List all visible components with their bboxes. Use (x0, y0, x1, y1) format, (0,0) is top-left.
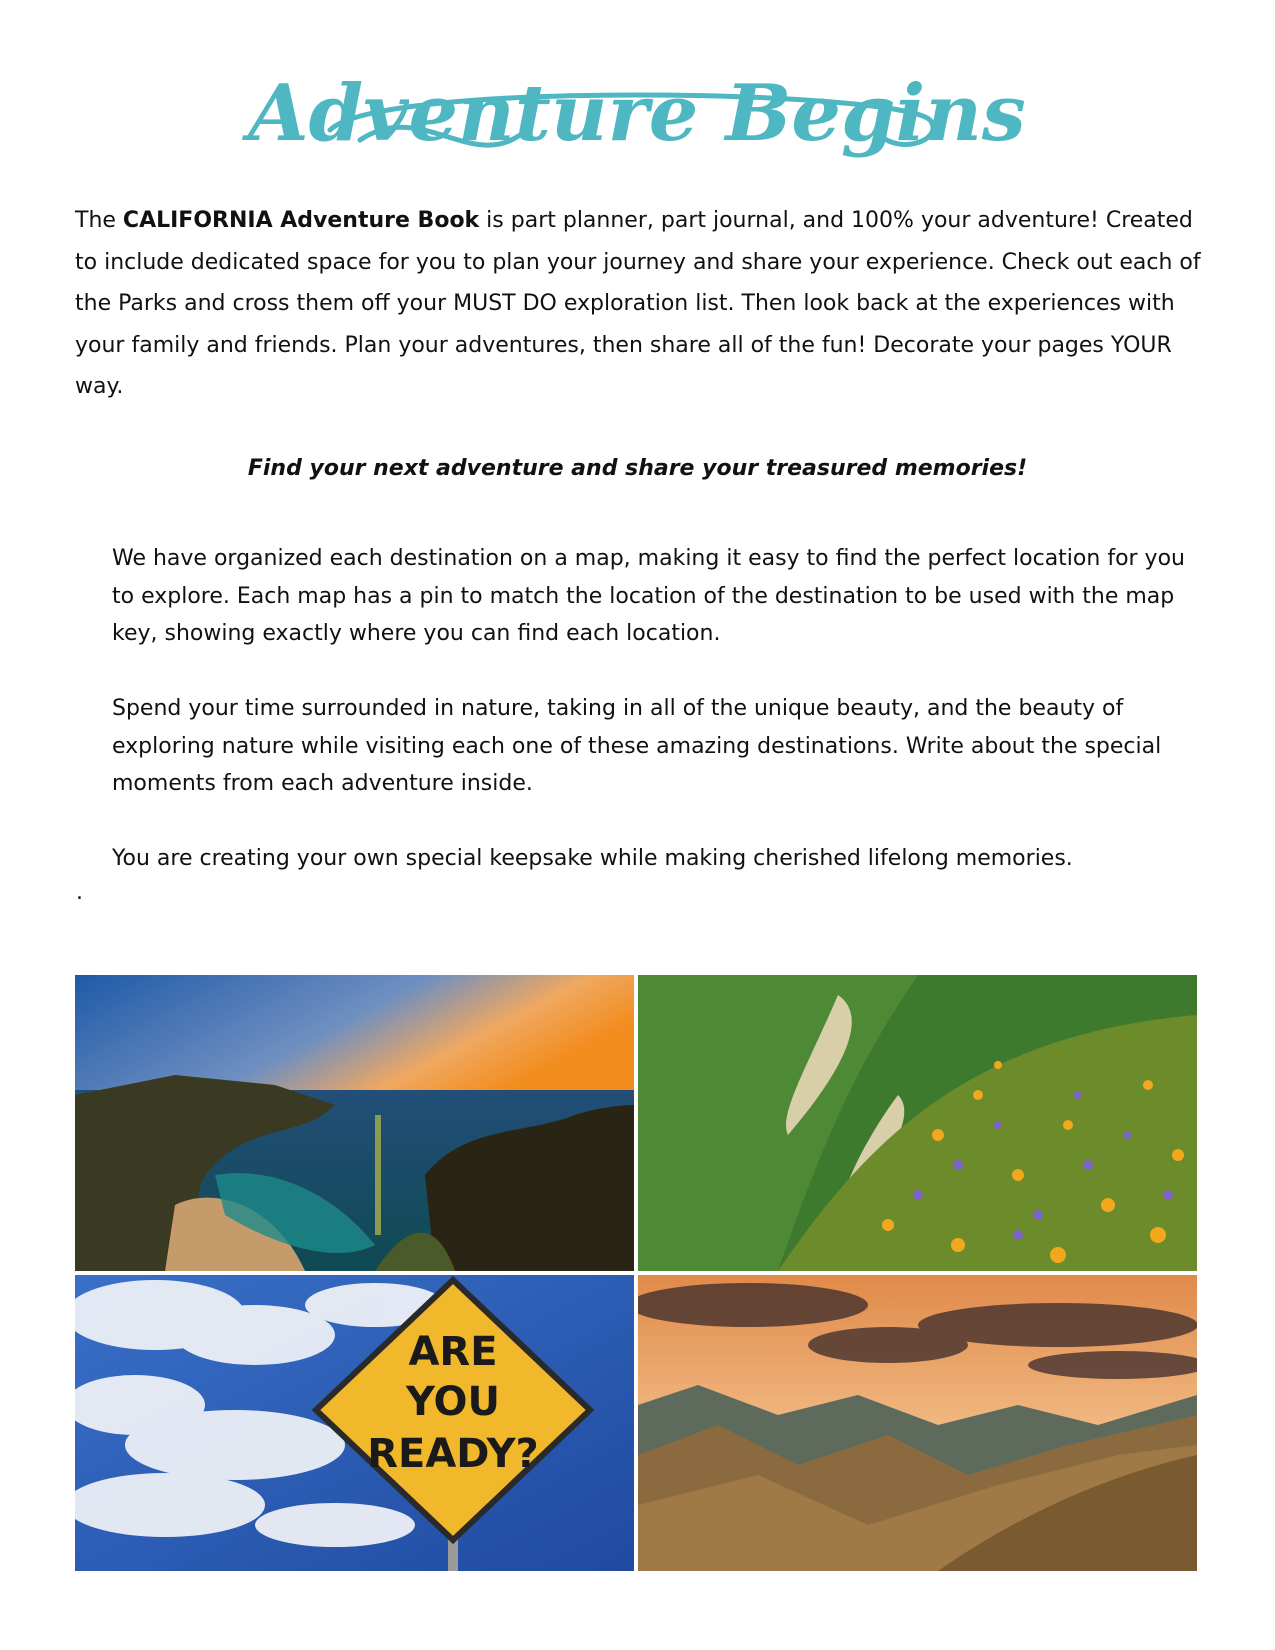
sign-line-1: ARE (408, 1329, 498, 1375)
tagline: Find your next adventure and share your treasured memories! (247, 456, 1028, 481)
photo-wildflower-hill (638, 975, 1197, 1271)
photo-coastal-sunset (75, 975, 634, 1271)
paragraph-maps: We have organized each destination on a map, making it easy to find the perfect location for you to explore. Each map has a pin to match the location of the destination to be used with the map key, showing exactly where you can find each location. (112, 546, 1185, 646)
paragraph-keepsake: You are creating your own special keepsake while making cherished lifelong memories. (112, 846, 1073, 871)
photo-grid (75, 975, 1197, 1571)
sign-line-2: YOU (405, 1379, 501, 1425)
intro-book-name: CALIFORNIA Adventure Book (122, 208, 480, 233)
paragraph-nature: Spend your time surrounded in nature, taking in all of the unique beauty, and the beauty of exploring nature while visiting each one of these amazing destinations. Write about the special moments from each adventure inside. (112, 696, 1162, 796)
intro-paragraph (75, 200, 1205, 408)
photo-mountain-sunset (638, 1275, 1197, 1571)
photo-are-you-ready-sign (75, 1275, 634, 1571)
title-text: Adventure Begins (248, 68, 1026, 159)
intro-rest: is part planner, part journal, and 100% your adventure! Created to include dedicated space for you to plan your journey and share your experience. Check out each of the Parks and cross them off your MUST DO exploration list. Then look back at the experiences with your family and friends. Plan your adventures, then share all of the fun! Decorate your pages YOUR way. (75, 208, 1201, 399)
stray-mark: . (76, 880, 83, 905)
sign-line-3: READY? (367, 1431, 539, 1477)
intro-lead: The (75, 208, 123, 233)
title-logo (0, 40, 1275, 180)
